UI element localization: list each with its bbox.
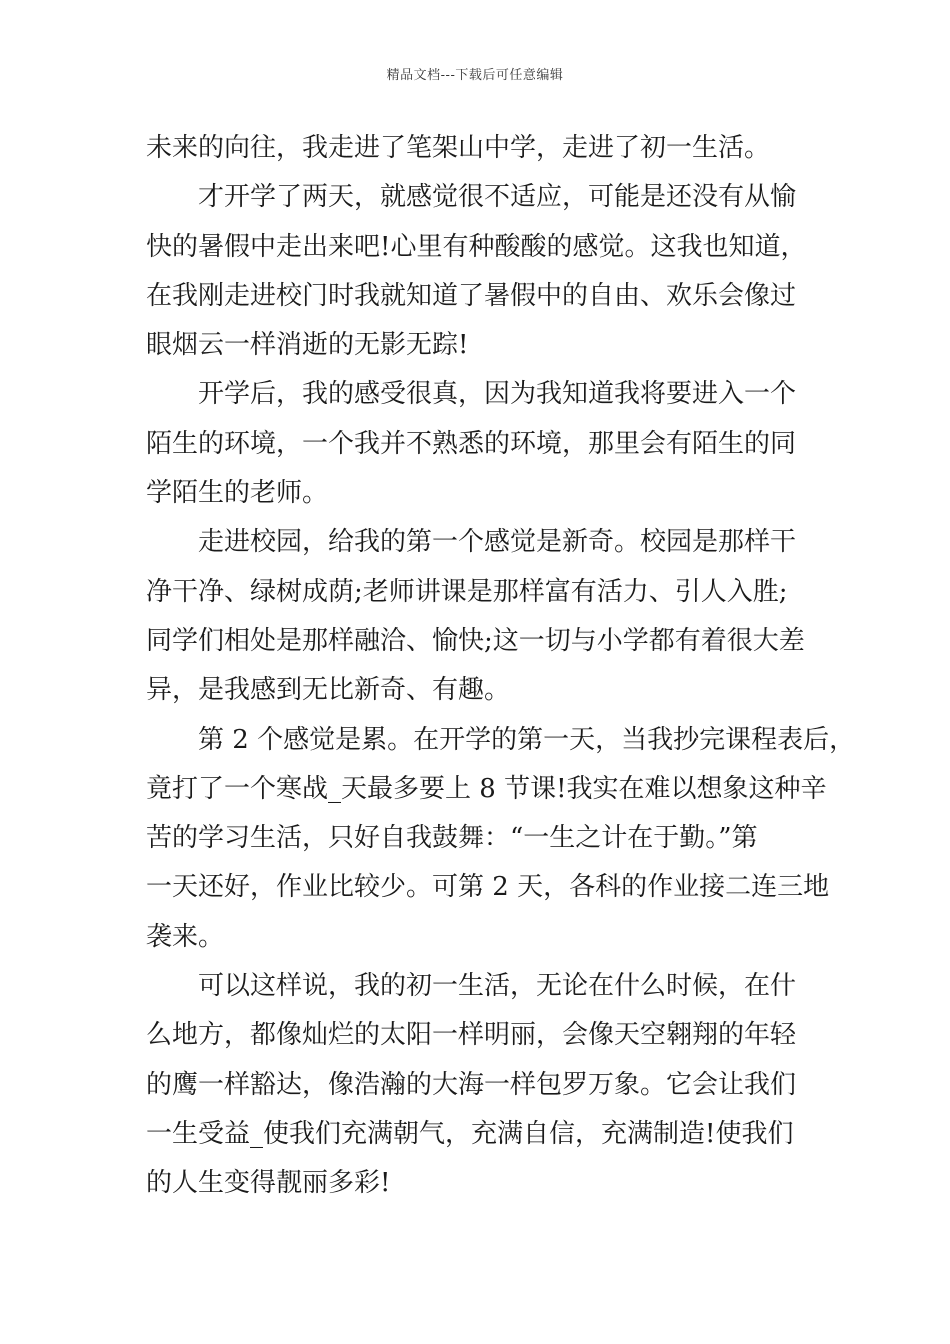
text-line: 的鹰一样豁达，像浩瀚的大海一样包罗万象。它会让我们	[146, 1069, 797, 1100]
text-line: 快的暑假中走出来吧!心里有种酸酸的感觉。这我也知道，	[146, 231, 807, 262]
text-line: 可以这样说，我的初一生活，无论在什么时候，在什	[198, 971, 797, 1002]
text-line: 苦的学习生活，只好自我鼓舞：“一生之计在于勤。”第	[146, 823, 758, 854]
document-body	[146, 124, 856, 1209]
text-line: 异，是我感到无比新奇、有趣。	[146, 675, 511, 706]
text-line: 同学们相处是那样融洽、愉快;这一切与小学都有着很大差	[146, 625, 805, 656]
text-line: 袭来。	[146, 921, 225, 952]
text-line: 走进校园，给我的第一个感觉是新奇。校园是那样干	[198, 527, 797, 558]
text-line: 一生受益_使我们充满朝气，充满自信，充满制造!使我们	[146, 1118, 794, 1149]
text-line: 一天还好，作业比较少。可第 2 天，各科的作业接二连三地	[146, 872, 830, 903]
text-line: 未来的向往，我走进了笔架山中学，走进了初一生活。	[146, 133, 771, 163]
text-line: 开学后，我的感受很真，因为我知道我将要进入一个	[198, 379, 797, 410]
text-line: 在我刚走进校门时我就知道了暑假中的自由、欢乐会像过	[146, 280, 797, 311]
text-line: 么地方，都像灿烂的太阳一样明丽，会像天空翱翔的年轻	[146, 1020, 797, 1051]
page-header: 精品文档---下载后可任意编辑	[386, 68, 564, 83]
text-line: 竟打了一个寒战_天最多要上 8 节课!我实在难以想象这种辛	[146, 773, 827, 804]
text-line: 第 2 个感觉是累。在开学的第一天，当我抄完课程表后，	[198, 724, 856, 755]
text-line: 的人生变得靓丽多彩!	[146, 1168, 391, 1199]
text-line: 陌生的环境，一个我并不熟悉的环境，那里会有陌生的同	[146, 428, 797, 459]
text-line: 净干净、绿树成荫;老师讲课是那样富有活力、引人入胜;	[146, 576, 788, 607]
text-line: 才开学了两天，就感觉很不适应，可能是还没有从愉	[198, 182, 797, 213]
text-line: 学陌生的老师。	[146, 478, 329, 509]
text-line: 眼烟云一样消逝的无影无踪!	[146, 330, 469, 361]
